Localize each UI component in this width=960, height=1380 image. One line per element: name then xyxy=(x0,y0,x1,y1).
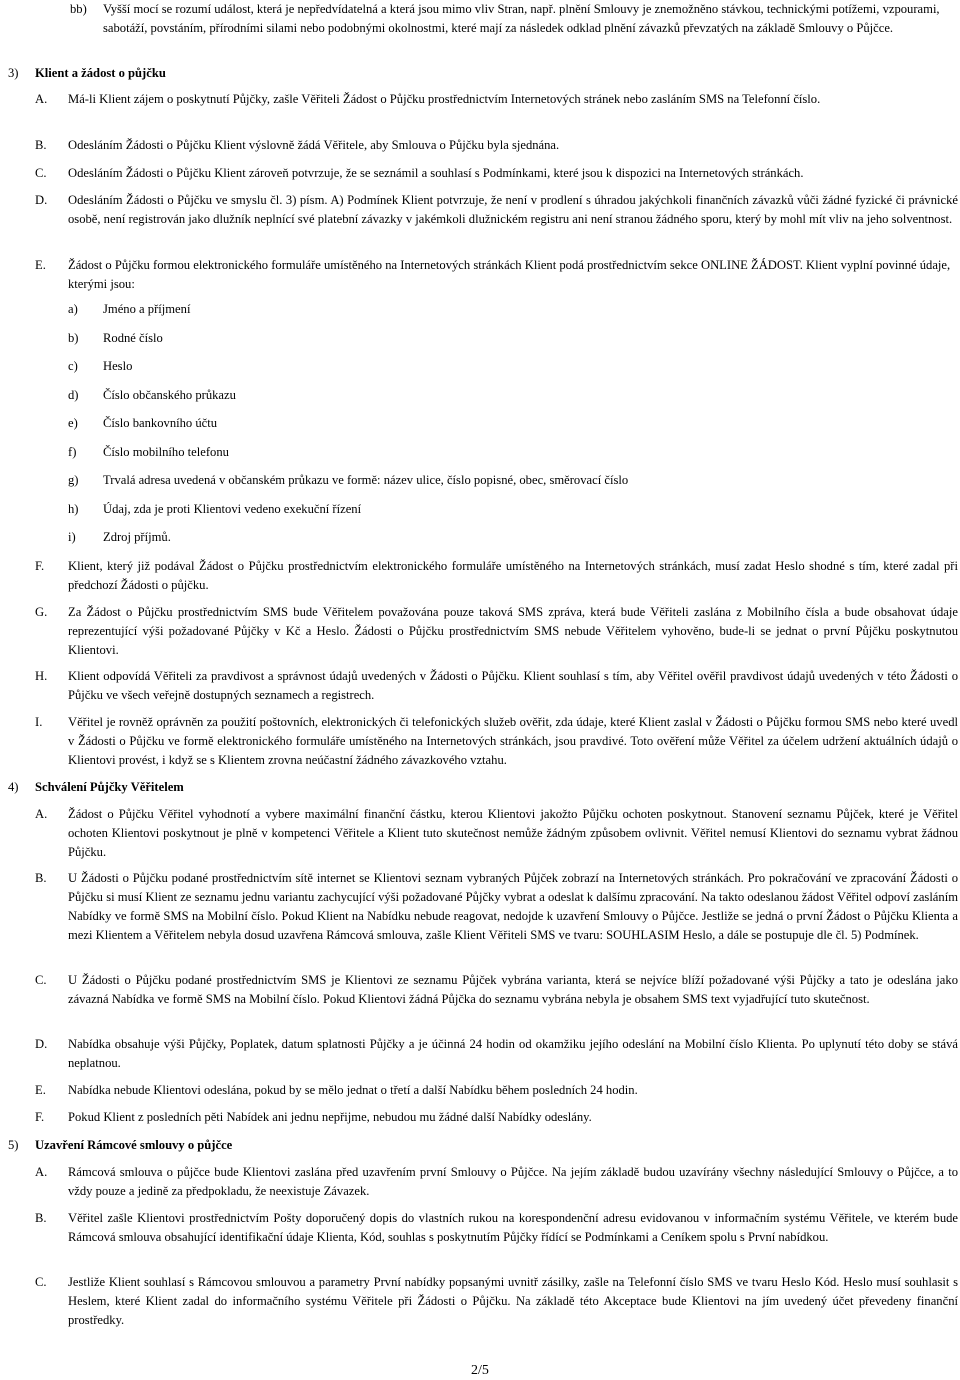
field-text: Heslo xyxy=(103,359,133,373)
field-label: i) xyxy=(68,530,76,544)
clause-text: Má-li Klient zájem o poskytnutí Půjčky, zašle Věřiteli Žádost o Půjčku prostřednictvím Internetových stránek nebo zasláním SMS na Telefonní číslo. xyxy=(68,92,821,106)
field-label: e) xyxy=(68,416,78,430)
clause-label: G. xyxy=(35,605,48,619)
clause-text: Pokud Klient z posledních pěti Nabídek ani jednu nepřijme, nebudou mu žádné další Nabídky odeslány. xyxy=(68,1110,592,1124)
clause-label: H. xyxy=(35,669,48,683)
clause-label: C. xyxy=(35,973,47,987)
field-text: Číslo občanského průkazu xyxy=(103,388,236,402)
clause-label: B. xyxy=(35,138,47,152)
section-title: Uzavření Rámcové smlouvy o půjčce xyxy=(35,1138,233,1152)
clause-label: E. xyxy=(35,1083,46,1097)
clause-text: Nabídka nebude Klientovi odeslána, pokud by se mělo jednat o třetí a další Nabídku během posledních 24 hodin. xyxy=(68,1083,638,1097)
field-label: d) xyxy=(68,388,79,402)
field-text: Údaj, zda je proti Klientovi vedeno exekuční řízení xyxy=(103,502,362,516)
page-number: 2/5 xyxy=(471,1363,489,1378)
field-text: Jméno a příjmení xyxy=(103,302,191,316)
field-text: Rodné číslo xyxy=(103,331,163,345)
clause-text: Nabídka obsahuje výši Půjčky, Poplatek, datum splatnosti Půjčky a je účinná 24 hodin od okamžiku jejího odeslání na Mobilní číslo Klienta. Po uplynutí této doby se stává neplatnou. xyxy=(68,1037,958,1070)
clause-label: D. xyxy=(35,193,48,207)
clause-text: Odesláním Žádosti o Půjčku Klient zároveň potvrzuje, že se seznámil a souhlasí s Podmínkami, které jsou k dispozici na Internetových stránkách. xyxy=(68,166,804,180)
field-text: Číslo mobilního telefonu xyxy=(103,445,229,459)
clause-label: C. xyxy=(35,166,47,180)
clause-label: A. xyxy=(35,92,48,106)
field-label: g) xyxy=(68,473,79,487)
clause-label: I. xyxy=(35,715,43,729)
clause-text: Věřitel zašle Klientovi prostřednictvím Pošty doporučený dopis do vlastních rukou na korespondenční adresu evidovanou v informačním systému Věřitele, ve kterém bude Rámcová smlouva obsahující identifikační údaje Klienta, Kód, souhlas s poskytnutím Půjčky řídící se Podmínkami a Ceníkem spolu s První nabídkou. xyxy=(68,1211,958,1244)
clause-label: C. xyxy=(35,1275,47,1289)
field-label: c) xyxy=(68,359,78,373)
field-label: b) xyxy=(68,331,79,345)
clause-text: Klient odpovídá Věřiteli za pravdivost a správnost údajů uvedených v Žádosti o Půjčku. Klient souhlasí s tím, aby Věřitel ověřil pravdivost údajů uvedených v této Žádosti o Půjčku ve všech veřejně dostupných seznamech a registrech. xyxy=(68,669,958,702)
clause-text: Vyšší mocí se rozumí událost, která je nepředvídatelná a která jsou mimo vliv Stran, např. plnění Smlouvy je znemožněno stávkou, technickými potížemi, vzpourami, sabotáží, povstáním, přírodními silami nebo podobnými okolnostmi, které mají za následek odklad plnění závazků převzatých na základě Smlouvy o Půjčce. xyxy=(103,2,940,35)
section-number: 5) xyxy=(8,1138,19,1152)
clause-text: Žádost o Půjčku formou elektronického formuláře umístěného na Internetových stránkách Klient podá prostřednictvím sekce ONLINE ŽÁDOST. Klient vyplní povinné údaje, kterými jsou: xyxy=(68,258,951,291)
field-label: a) xyxy=(68,302,78,316)
clause-label: F. xyxy=(35,1110,45,1124)
clause-label: bb) xyxy=(70,2,87,16)
clause-text: U Žádosti o Půjčku podané prostřednictvím sítě internet se Klientovi seznam vybraných Půjček zobrazí na Internetových stránkách. Pro pokračování ve zpracování Žádosti o Půjčku si musí Klient ze seznamu jednu variantu zachycující výši požadované Půjčky vybrat a odeslat k dalšímu zpracování. Na takto odeslanou žádost Věřitel odpoví zasláním Nabídky ve formě SMS na Mobilní číslo. Pokud Klient na Nabídku nebude reagovat, nedojde k uzavření Smlouvy o Půjčce. Jestliže se jedná o první Žádost o Půjčku Klienta a mezi Klientem a Věřitelem nebyla dosud uzavřena Rámcová smlouva, zašle Klient Věřiteli SMS ve tvaru: SOUHLASIM Heslo, a dále se postupuje dle čl. 5) Podmínek. xyxy=(68,871,958,942)
field-label: h) xyxy=(68,502,79,516)
clause-text: Odesláním Žádosti o Půjčku Klient výslovně žádá Věřitele, aby Smlouva o Půjčku byla sjednána. xyxy=(68,138,560,152)
clause-text: Za Žádost o Půjčku prostřednictvím SMS bude Věřitelem považována pouze taková SMS zpráva, která bude Věřiteli zaslána z Mobilního čísla a bude obsahovat údaje reprezentující výši požadované Půjčky v Kč a Heslo. Žádosti o Půjčku prostřednictvím SMS nebude Věřitelem vyhověno, bude-li se jednat o první Půjčku poskytnutou Klientovi. xyxy=(68,605,958,657)
field-text: Trvalá adresa uvedená v občanském průkazu ve formě: název ulice, číslo popisné, obec, směrovací číslo xyxy=(103,473,629,487)
clause-text: Jestliže Klient souhlasí s Rámcovou smlouvou a parametry První nabídky popsanými uvnitř zásilky, zašle na Telefonní číslo SMS ve tvaru Heslo Kód. Heslo musí souhlasit s Heslem, které Klient zadal do informačního systému Věřitele při Žádosti o Půjčku. Na základě této Akceptace bude Klientovi na jím uvedený účet převedeny finanční prostředky. xyxy=(68,1275,958,1327)
clause-text: Rámcová smlouva o půjčce bude Klientovi zaslána před uzavřením první Smlouvy o Půjčce. Na jejím základě budou uzavírány všechny následující Smlouvy o Půjčce, a to vždy pouze a jedině za předpokladu, že neexistuje Závazek. xyxy=(68,1165,958,1198)
clause-label: F. xyxy=(35,559,45,573)
clause-label: B. xyxy=(35,1211,47,1225)
clause-label: A. xyxy=(35,1165,48,1179)
clause-text: Odesláním Žádosti o Půjčku ve smyslu čl. 3) písm. A) Podmínek Klient potvrzuje, že není v prodlení s úhradou jakýchkoli finančních závazků vůči žádné fyzické či právnické osobě, není registrován jako dlužník neplnící své platební závazky v jakémkoli dlužnickém registru ani není stranou žádného sporu, který by mohl mít vliv na jeho solventnost. xyxy=(68,193,958,226)
clause-text: U Žádosti o Půjčku podané prostřednictvím SMS je Klientovi ze seznamu Půjček vybrána varianta, která se nejvíce blíží požadované výši Půjčky a tato je odeslána jako závazná Nabídka ve formě SMS na Mobilní číslo. Pokud Klientovi žádná Půjčka do seznamu vybrána nebyla je obsahem SMS text vyjadřující tuto skutečnost. xyxy=(68,973,958,1006)
field-text: Číslo bankovního účtu xyxy=(103,416,218,430)
clause-label: A. xyxy=(35,807,48,821)
section-title: Klient a žádost o půjčku xyxy=(35,66,166,80)
clause-text: Klient, který již podával Žádost o Půjčku prostřednictvím elektronického formuláře umístěného na Internetových stránkách, musí zadat Heslo shodné s tím, které zadal při předchozí Žádosti o půjčku. xyxy=(68,559,958,592)
clause-label: E. xyxy=(35,258,46,272)
field-text: Zdroj příjmů. xyxy=(103,530,171,544)
field-label: f) xyxy=(68,445,77,459)
section-number: 4) xyxy=(8,780,19,794)
clause-label: D. xyxy=(35,1037,48,1051)
clause-text: Žádost o Půjčku Věřitel vyhodnotí a vybere maximální finanční částku, kterou Klientovi jakožto Půjčku ochoten poskytnout. Stanovení seznamu Půjček, které je Věřitel ochoten Klientovi poskytnout je plně v kompetenci Věřitele a Klient tuto skutečnost nemůže žádným způsobem ovlivnit. Věřitel nemusí Klientovi do seznamu vybrat žádnou Půjčku. xyxy=(68,807,958,859)
section-title: Schválení Půjčky Věřitelem xyxy=(35,780,184,794)
clause-text: Věřitel je rovněž oprávněn za použití poštovních, elektronických či telefonických služeb ověřit, zda údaje, které Klient zaslal v Žádosti o Půjčku formou SMS nebo které uvedl v Žádosti o Půjčku ve formě elektronického formuláře umístěného na Internetových stránkách, jsou pravdivé. Toto ověření může Věřitel za účelem udržení aktuálních údajů o Klientovi provést, i když se s Klientem zrovna neúčastní žádného závazkového vztahu. xyxy=(68,715,958,767)
clause-label: B. xyxy=(35,871,47,885)
section-number: 3) xyxy=(8,66,19,80)
